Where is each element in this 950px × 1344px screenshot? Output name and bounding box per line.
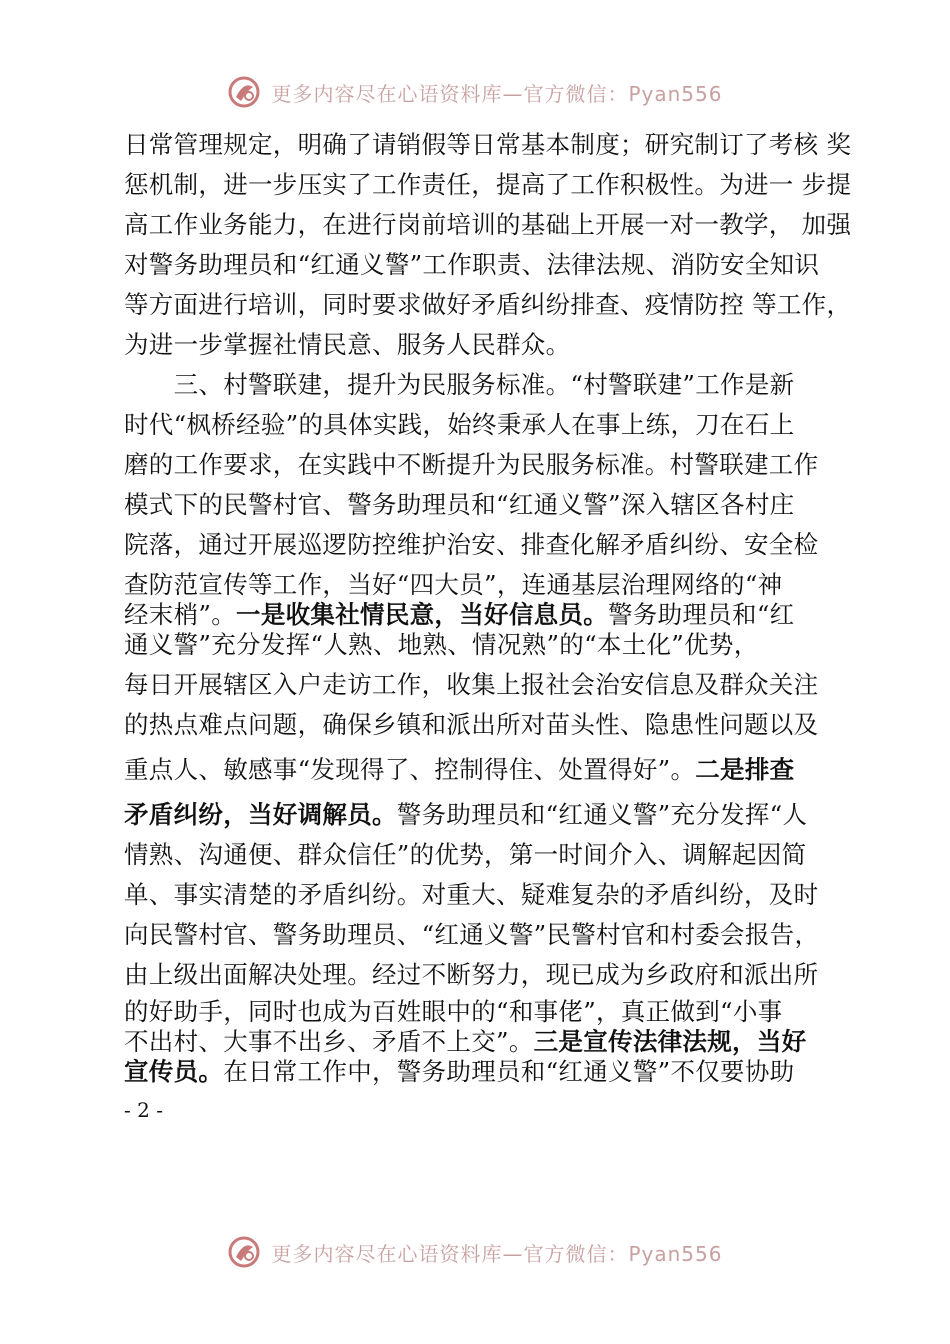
bold-heading-text: 二是排查 <box>695 755 795 784</box>
body-text: 惩机制，进一步压实了工作责任，提高了工作积极性。为进一 步提 <box>124 170 852 199</box>
text-line <box>124 1027 806 1057</box>
page-number: - 2 - <box>124 1098 163 1122</box>
bold-heading-text: 一是收集社情民意，当好信息员。 <box>236 600 609 629</box>
bold-heading-text: 三是宣传法律法规，当好 <box>533 1027 807 1056</box>
bold-heading-text: 矛盾纠纷，当好调解员。 <box>124 800 397 829</box>
body-text: 在日常工作中，警务助理员和“红通义警”不仅要协助 <box>223 1057 795 1086</box>
watermark-banner-bottom <box>0 1230 950 1274</box>
text-line <box>124 755 794 785</box>
body-text: 不出村、大事不出乡、矛盾不上交”。 <box>124 1027 534 1056</box>
bold-heading-text: 宣传员。 <box>124 1057 224 1086</box>
text-line <box>124 630 759 660</box>
body-text: 为进一步掌握社情民意、服务人民群众。 <box>124 330 571 359</box>
body-text: 情熟、沟通便、群众信任”的优势，第一时间介入、调解起因简 <box>124 840 807 869</box>
body-text: 的好助手，同时也成为百姓眼中的“和事佬”，真正做到“小事 <box>124 997 783 1026</box>
body-text: 高工作业务能力，在进行岗前培训的基础上开展一对一教学， 加强 <box>124 210 852 239</box>
text-line <box>124 170 851 200</box>
watermark-banner-top <box>0 70 950 114</box>
text-line <box>124 450 818 480</box>
body-text: 每日开展辖区入户走访工作，收集上报社会治安信息及群众关注 <box>124 670 819 699</box>
text-line <box>124 210 851 240</box>
body-text: 通义警”充分发挥“人熟、地熟、情况熟”的“本土化”优势， <box>124 630 759 659</box>
text-line <box>124 600 794 630</box>
text-line <box>124 840 806 870</box>
body-text: 重点人、敏感事“发现得了、控制得住、处置得好”。 <box>124 755 696 784</box>
text-line <box>124 330 570 360</box>
body-text: 院落，通过开展巡逻防控维护治安、排查化解矛盾纠纷、安全检 <box>124 530 819 559</box>
text-line <box>124 290 851 320</box>
text-line <box>124 370 794 400</box>
body-text: 三、村警联建，提升为民服务标准。“村警联建”工作是新 <box>124 370 795 399</box>
body-text: 对警务助理员和“红通义警”工作职责、法律法规、消防安全知识 <box>124 250 820 279</box>
text-line <box>124 997 782 1027</box>
watermark-text: 更多内容尽在心语资料库—官方微信：Pyan556 <box>271 1241 723 1266</box>
text-line <box>124 250 819 280</box>
text-line <box>124 920 819 950</box>
text-line <box>124 570 782 600</box>
watermark-text: 更多内容尽在心语资料库—官方微信：Pyan556 <box>271 81 723 106</box>
seal-logo-icon <box>227 1235 261 1269</box>
body-text: 查防范宣传等工作，当好“四大员”，连通基层治理网络的“神 <box>124 570 783 599</box>
body-text: 磨的工作要求，在实践中不断提升为民服务标准。村警联建工作 <box>124 450 819 479</box>
body-text: 警务助理员和“红 <box>608 600 795 629</box>
text-line <box>124 530 818 560</box>
text-line <box>124 130 851 160</box>
body-text: 模式下的民警村官、警务助理员和“红通义警”深入辖区各村庄 <box>124 490 795 519</box>
text-line <box>124 880 818 910</box>
body-text: 的热点难点问题，确保乡镇和派出所对苗头性、隐患性问题以及 <box>124 710 819 739</box>
body-text: 时代“枫桥经验”的具体实践，始终秉承人在事上练，刀在石上 <box>124 410 795 439</box>
text-line <box>124 410 794 440</box>
body-text: 警务助理员和“红通义警”充分发挥“人 <box>396 800 808 829</box>
text-line <box>124 490 794 520</box>
body-text: 等方面进行培训，同时要求做好矛盾纠纷排查、疫情防控 等工作， <box>124 290 852 319</box>
body-text: 单、事实清楚的矛盾纠纷。对重大、疑难复杂的矛盾纠纷，及时 <box>124 880 819 909</box>
body-text: 日常管理规定，明确了请销假等日常基本制度；研究制订了考核 奖 <box>124 130 852 159</box>
seal-logo-icon <box>227 75 261 109</box>
text-line <box>124 670 818 700</box>
body-text: 经末梢”。 <box>124 600 237 629</box>
text-line <box>124 710 818 740</box>
text-line <box>124 960 818 990</box>
text-line <box>124 800 807 830</box>
body-text: 由上级出面解决处理。经过不断努力，现已成为乡政府和派出所 <box>124 960 819 989</box>
text-line <box>124 1057 794 1087</box>
body-text: 向民警村官、警务助理员、“红通义警”民警村官和村委会报告， <box>124 920 820 949</box>
